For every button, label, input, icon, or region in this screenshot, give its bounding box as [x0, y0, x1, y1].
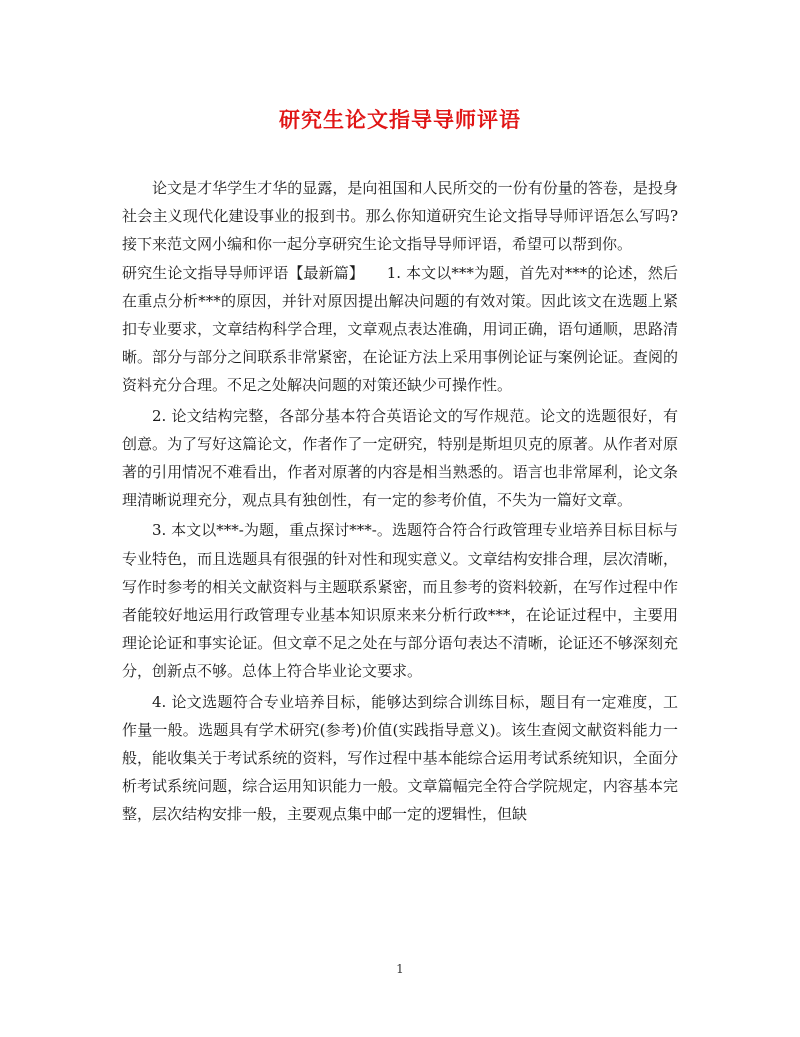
- document-title: 研究生论文指导导师评语: [279, 107, 521, 132]
- comment-paragraph-2: 2. 论文结构完整，各部分基本符合英语论文的写作规范。论文的选题很好，有创意。为了写好这篇论文，作者作了一定研究，特别是斯坦贝克的原著。从作者对原著的引用情况不难看出，作者对原著的内容是相当熟悉的。语言也非常犀利，论文条理清晰说理充分，观点具有独创性，有一定的参考价值，不失为一篇好文章。: [122, 406, 678, 510]
- page-number: 1: [396, 962, 404, 976]
- comment-paragraph-1: 研究生论文指导导师评语【最新篇】 1. 本文以***为题，首先对***的论述，然后在重点分析***的原因，并针对原因提出解决问题的有效对策。因此该文在选题上紧扣专业要求，文章结构科学合理，文章观点表达准确，用词正确，语句通顺，思路清晰。部分与部分之间联系非常紧密，在论证方法上采用事例论证与案例论证。查阅的资料充分合理。不足之处解决问题的对策还缺少可操作性。: [122, 263, 678, 395]
- document-body: [122, 174, 678, 829]
- comment-paragraph-4: 4. 论文选题符合专业培养目标，能够达到综合训练目标，题目有一定难度，工作量一般。选题具有学术研究(参考)价值(实践指导意义)。该生查阅文献资料能力一般，能收集关于考试系统的资料，写作过程中基本能综合运用考试系统知识，全面分析考试系统问题，综合运用知识能力一般。文章篇幅完全符合学院规定，内容基本完整，层次结构安排一般，主要观点集中邮一定的逻辑性，但缺: [122, 692, 678, 824]
- comment-paragraph-3: 3. 本文以***-为题，重点探讨***-。选题符合符合行政管理专业培养目标目标与专业特色，而且选题具有很强的针对性和现实意义。文章结构安排合理，层次清晰，写作时参考的相关文献资料与主题联系紧密，而且参考的资料较新，在写作过程中作者能较好地运用行政管理专业基本知识原来来分析行政***，在论证过程中，主要用理论论证和事实论证。但文章不足之处在与部分语句表达不清晰，论证还不够深刻充分，创新点不够。总体上符合毕业论文要求。: [122, 521, 678, 681]
- intro-paragraph: 论文是才华学生才华的显露，是向祖国和人民所交的一份有份量的答卷，是投身社会主义现代化建设事业的报到书。那么你知道研究生论文指导导师评语怎么写吗?接下来范文网小编和你一起分享研究生论文指导导师评语，希望可以帮到你。: [122, 179, 678, 254]
